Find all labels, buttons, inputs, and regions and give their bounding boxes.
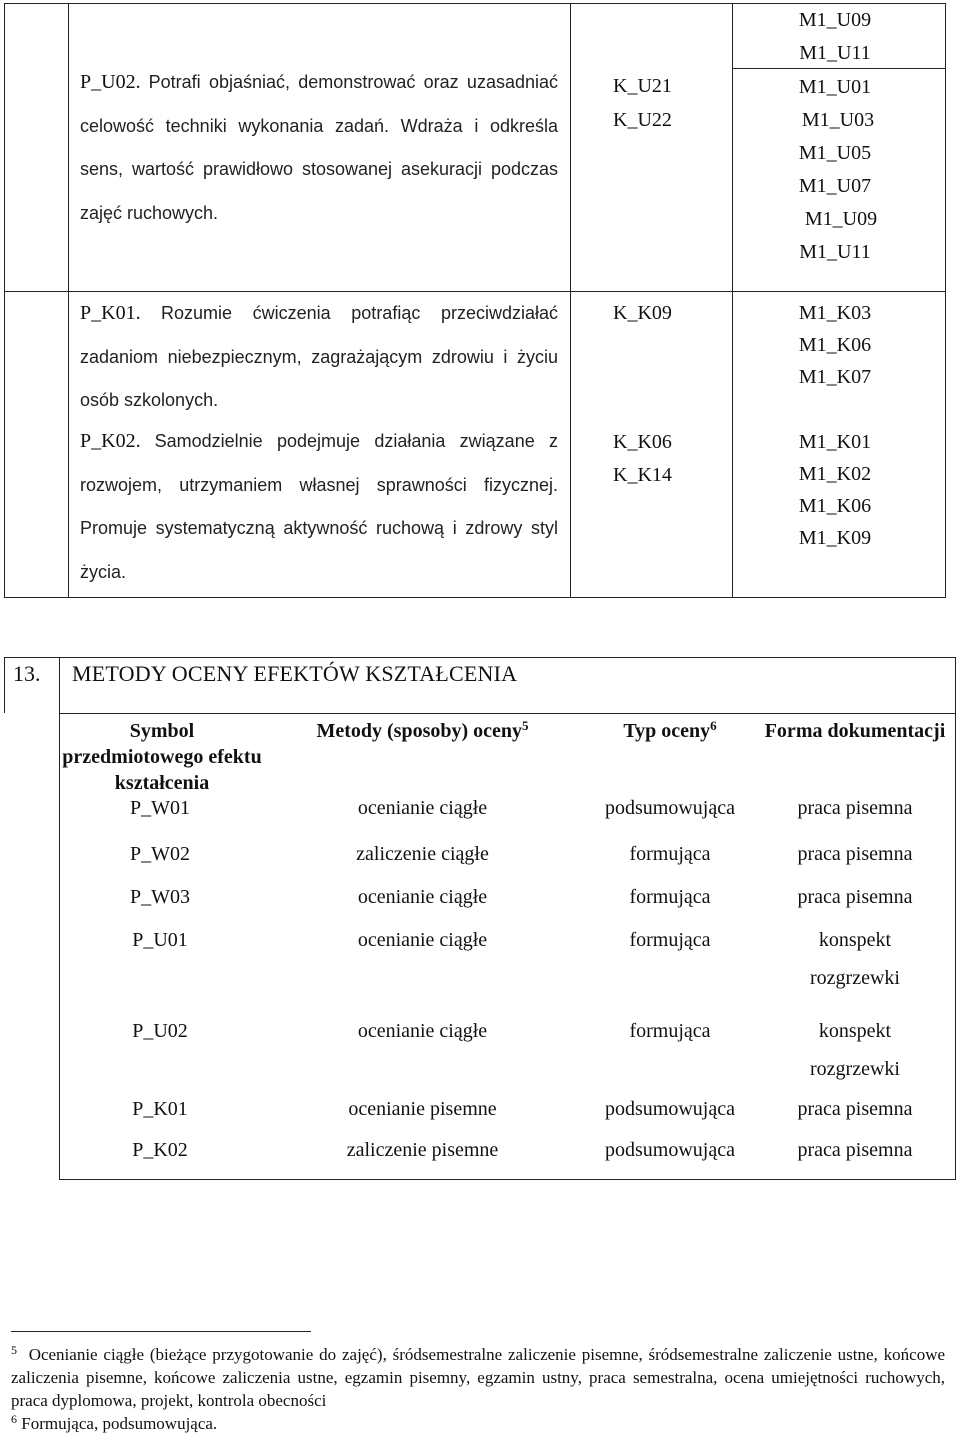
row-method: ocenianie ciągłe — [357, 1020, 488, 1042]
header-form: Forma dokumentacji — [764, 720, 946, 742]
row-method: ocenianie ciągłe — [357, 886, 488, 908]
area-code: M1_K06 — [798, 334, 872, 356]
table-divider — [68, 4, 69, 597]
header-type — [590, 718, 750, 744]
area-code: M1_U03 — [801, 109, 875, 131]
field-codes — [590, 426, 695, 492]
area-codes — [740, 426, 930, 554]
row-form: praca pisemna — [797, 886, 913, 908]
area-code: M1_K03 — [798, 302, 872, 324]
area-code: M1_U11 — [799, 42, 871, 64]
field-code: K_U22 — [613, 109, 672, 131]
footnote-mark: 5 — [11, 1343, 17, 1357]
header-methods-label: Metody (sposoby) oceny — [316, 720, 523, 742]
area-code: M1_K01 — [798, 431, 872, 453]
outcome-description: Rozumie ćwiczenia potrafiąc przeciwdziałać zadaniom niebezpiecznym, zagrażającym zdrowiu i życiu osób szkolonych. — [80, 303, 559, 410]
header-methods — [290, 718, 555, 744]
outcome-description: Potrafi objaśniać, demonstrować oraz uzasadniać celowość techniki wykonania zadań. Wdraża i odkreśla sens, wartość prawidłowo stosowanej asekuracji podczas zajęć ruchowych. — [80, 72, 558, 223]
footnote — [11, 1343, 945, 1412]
field-code: K_U21 — [613, 75, 672, 97]
area-code: M1_U09 — [804, 208, 878, 230]
row-type: podsumowująca — [605, 797, 735, 819]
header-symbol: Symbol przedmiotowego efektu kształcenia — [62, 720, 262, 794]
footnote-text: Ocenianie ciągłe (bieżące przygotowanie do zajęć), śródsemestralne zaliczenie pisemne, śródsemestralne zaliczenie ustne, końcowe zaliczenia pisemne, końcowe zaliczenia ustne, egzamin pisemny, egzamin ustny, praca semestralna, ocena umiejętności ruchowych, praca dyplomowa, projekt, kontrola obecności — [11, 1345, 946, 1410]
area-code: M1_U11 — [799, 241, 871, 263]
row-form-line2: rozgrzewki — [810, 1058, 900, 1080]
outcome-row — [80, 420, 558, 594]
row-symbol: P_W02 — [130, 843, 190, 865]
row-form: praca pisemna — [797, 843, 913, 865]
row-type: podsumowująca — [605, 1098, 735, 1120]
area-code: M1_K02 — [798, 463, 872, 485]
area-codes — [740, 4, 930, 269]
field-code: K_K09 — [613, 302, 672, 324]
footnote-ref: 6 — [710, 718, 717, 733]
footnote-mark: 6 — [11, 1412, 17, 1426]
outcome-description: Samodzielnie podejmuje działania związane z rozwojem, utrzymaniem własnej sprawności fizycznej. Promuje systematyczną aktywność ruchową i zdrowy styl życia. — [80, 431, 559, 582]
footnote-ref: 5 — [522, 718, 529, 733]
table-divider — [732, 4, 733, 597]
area-code: M1_K07 — [798, 366, 872, 388]
area-code: M1_U09 — [798, 9, 872, 31]
area-code: M1_K09 — [798, 527, 872, 549]
area-code: M1_U05 — [798, 142, 872, 164]
row-method: ocenianie ciągłe — [357, 929, 488, 951]
footnote-text: Formująca, podsumowująca. — [21, 1414, 218, 1433]
row-symbol: P_U02 — [132, 1020, 188, 1042]
field-codes — [590, 69, 695, 137]
row-form: konspekt — [818, 929, 892, 951]
row-method: ocenianie ciągłe — [357, 797, 488, 819]
field-codes — [590, 297, 695, 330]
row-type: formująca — [629, 843, 711, 865]
header-type-label: Typ oceny — [623, 720, 711, 742]
area-code: M1_U01 — [798, 76, 872, 98]
row-symbol: P_W03 — [130, 886, 190, 908]
row-symbol: P_K01 — [132, 1098, 188, 1120]
section-title: METODY OCENY EFEKTÓW KSZTAŁCENIA — [72, 661, 518, 686]
row-form: praca pisemna — [797, 1098, 913, 1120]
section-number: 13. — [13, 661, 41, 686]
row-form: praca pisemna — [797, 1139, 913, 1161]
row-type: formująca — [629, 929, 711, 951]
outcome-symbol: P_U02. — [80, 71, 141, 93]
table-divider — [570, 4, 571, 597]
row-type: formująca — [629, 886, 711, 908]
outcome-symbol: P_K02. — [80, 430, 141, 452]
area-code: M1_K06 — [798, 495, 872, 517]
outcome-row — [80, 61, 558, 235]
outcome-row — [80, 292, 558, 423]
row-method: zaliczenie ciągłe — [356, 843, 489, 865]
field-code: K_K06 — [613, 431, 672, 453]
footnote-separator — [11, 1331, 311, 1332]
row-symbol: P_K02 — [132, 1139, 188, 1161]
row-form: praca pisemna — [797, 797, 913, 819]
outcome-symbol: P_K01. — [80, 302, 141, 324]
row-form: konspekt — [818, 1020, 892, 1042]
row-symbol: P_W01 — [130, 797, 190, 819]
row-method: ocenianie pisemne — [348, 1098, 497, 1120]
field-code: K_K14 — [613, 464, 672, 486]
row-type: formująca — [629, 1020, 711, 1042]
row-type: podsumowująca — [605, 1139, 735, 1161]
footnote — [11, 1412, 945, 1435]
area-code: M1_U07 — [798, 175, 872, 197]
row-form-line2: rozgrzewki — [810, 967, 900, 989]
row-method: zaliczenie pisemne — [346, 1139, 499, 1161]
row-symbol: P_U01 — [132, 929, 188, 951]
area-codes — [740, 297, 930, 393]
